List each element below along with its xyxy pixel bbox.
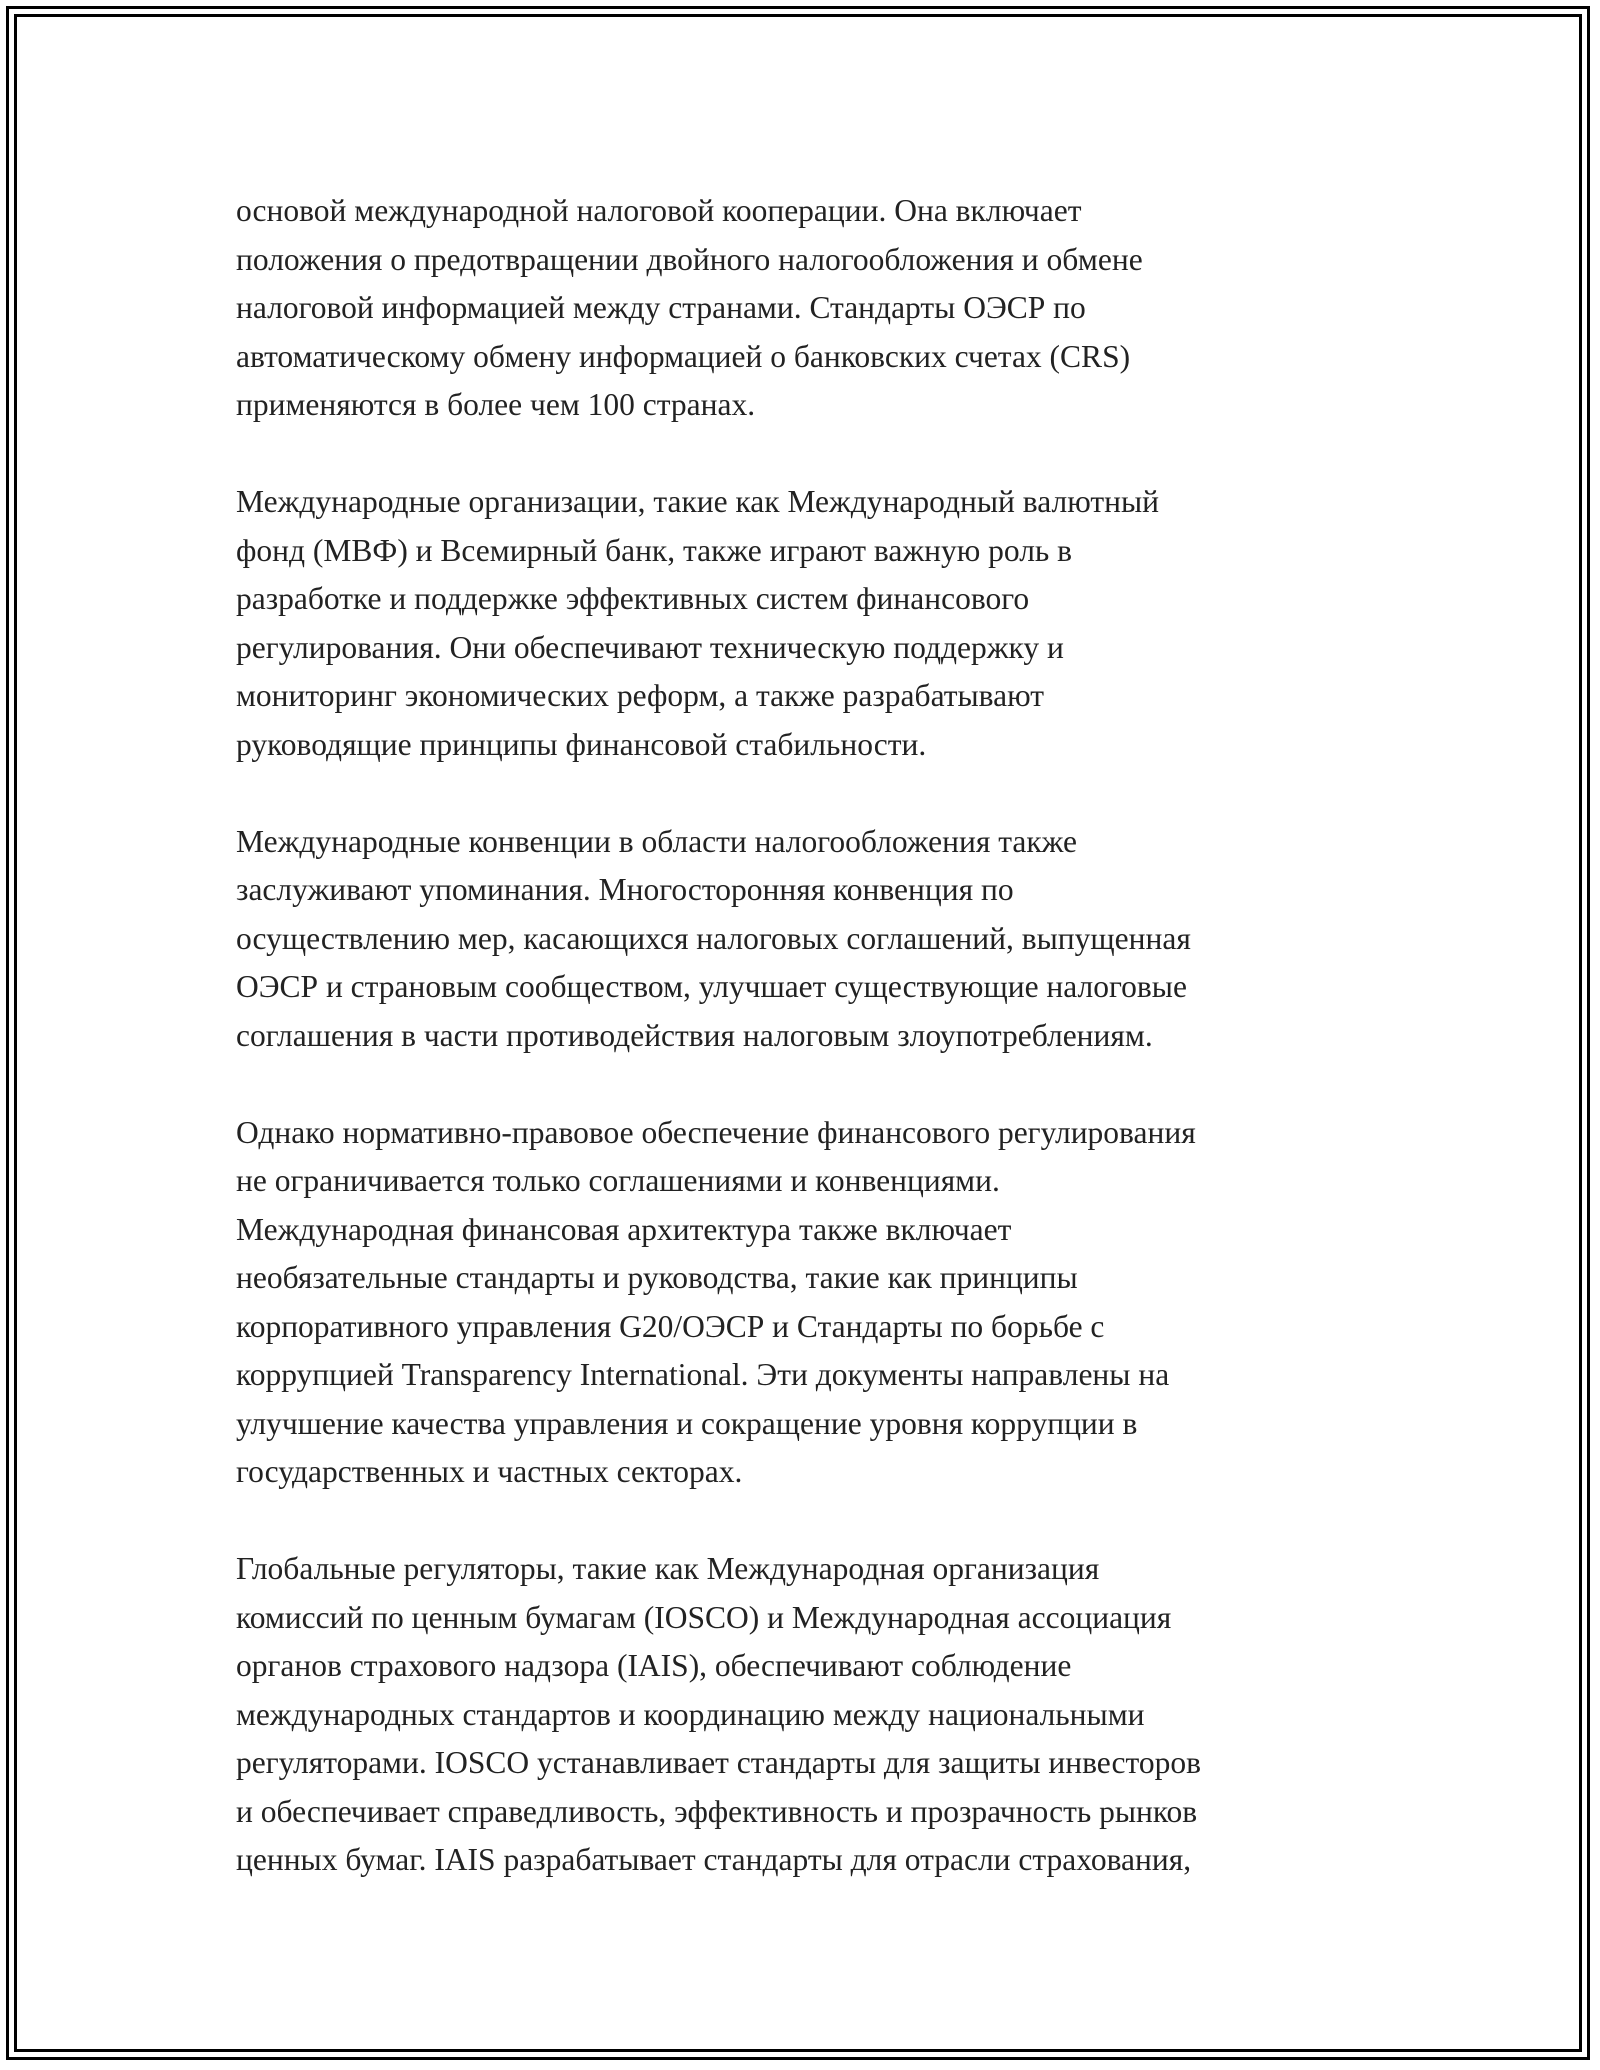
text-line: мониторинг экономических реформ, а также разрабатывают: [236, 678, 1044, 713]
paragraph-5: [236, 1545, 1396, 1885]
text-line: разработке и поддержке эффективных систем финансового: [236, 581, 1030, 616]
paragraph-4: [236, 1109, 1396, 1497]
text-line: применяются в более чем 100 странах.: [236, 387, 756, 422]
text-line: Международная финансовая архитектура также включает: [236, 1211, 1012, 1247]
text-line: налоговой информацией между странами. Стандарты ОЭСР по: [236, 290, 1086, 325]
paragraph-3: [236, 818, 1396, 1061]
document-body: [236, 187, 1396, 1933]
text-line: необязательные стандарты и руководства, такие как принципы: [236, 1260, 1078, 1295]
text-line: автоматическому обмену информацией о банковских счетах (CRS): [236, 338, 1131, 374]
text-line: положения о предотвращении двойного налогообложения и обмене: [236, 241, 1143, 277]
text-line: органов страхового надзора (IAIS), обеспечивают соблюдение: [236, 1648, 1072, 1683]
text-line: международных стандартов и координацию между национальными: [236, 1696, 1145, 1732]
text-line: корпоративного управления G20/ОЭСР и Стандарты по борьбе с: [236, 1308, 1105, 1344]
text-line: соглашения в части противодействия налоговым злоупотреблениям.: [236, 1017, 1153, 1053]
text-line: Глобальные регуляторы, такие как Международная организация: [236, 1551, 1100, 1586]
text-line: Международные конвенции в области налогообложения также: [236, 823, 1077, 859]
text-line: улучшение качества управления и сокращение уровня коррупции в: [236, 1405, 1138, 1441]
text-line: комиссий по ценным бумагам (IOSCO) и Международная ассоциация: [236, 1599, 1172, 1635]
text-line: осуществлению мер, касающихся налоговых соглашений, выпущенная: [236, 920, 1191, 956]
text-line: не ограничивается только соглашениями и конвенциями.: [236, 1163, 1000, 1198]
text-line: фонд (МВФ) и Всемирный банк, также играют важную роль в: [236, 532, 1073, 568]
paragraph-2: [236, 478, 1396, 769]
text-line: государственных и частных секторах.: [236, 1454, 743, 1489]
text-line: ценных бумаг. IAIS разрабатывает стандарты для отрасли страхования,: [236, 1842, 1192, 1877]
text-line: основой международной налоговой кооперации. Она включает: [236, 193, 1082, 228]
text-line: регуляторами. IOSCO устанавливает стандарты для защиты инвесторов: [236, 1745, 1201, 1780]
text-line: ОЭСР и страновым сообществом, улучшает существующие налоговые: [236, 969, 1187, 1004]
text-line: руководящие принципы финансовой стабильности.: [236, 726, 927, 762]
paragraph-1: [236, 187, 1396, 430]
text-line: Однако нормативно-правовое обеспечение финансового регулирования: [236, 1114, 1196, 1150]
text-line: и обеспечивает справедливость, эффективность и прозрачность рынков: [236, 1793, 1198, 1829]
text-line: регулирования. Они обеспечивают техническую поддержку и: [236, 629, 1064, 665]
text-line: коррупцией Transparency International. Эти документы направлены на: [236, 1357, 1170, 1392]
text-line: Международные организации, такие как Международный валютный: [236, 484, 1159, 519]
text-line: заслуживают упоминания. Многосторонняя конвенция по: [236, 872, 1014, 907]
